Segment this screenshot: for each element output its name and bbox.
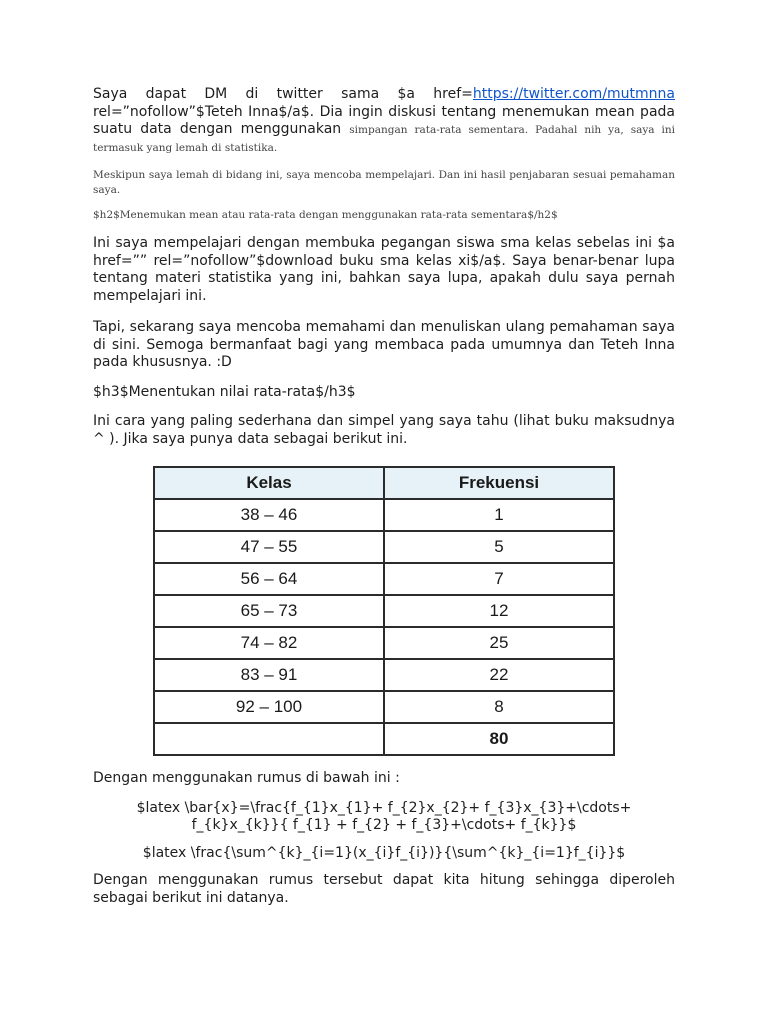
- cell-frekuensi: 12: [384, 595, 614, 627]
- header-kelas: Kelas: [154, 467, 384, 499]
- document-body: [93, 86, 675, 915]
- cell-kelas: 92 – 100: [154, 691, 384, 723]
- cell-kelas: 65 – 73: [154, 595, 384, 627]
- heading-h2-raw: $h2$Menemukan mean atau rata-rata dengan menggunakan rata-rata sementara$/h2$: [93, 209, 558, 221]
- paragraph-7: Dengan menggunakan rumus tersebut dapat kita hitung sehingga diperoleh sebagai berikut ini datanya.: [93, 872, 675, 906]
- intro-text-1: Saya dapat DM di twitter sama $a href=: [93, 86, 473, 102]
- cell-frekuensi: 8: [384, 691, 614, 723]
- paragraph-5: Ini cara yang paling sederhana dan simpel yang saya tahu (lihat buku maksudnya ^ ). Jika saya punya data sebagai berikut ini.: [93, 413, 675, 447]
- cell-kelas: 38 – 46: [154, 499, 384, 531]
- cell-frekuensi: 7: [384, 563, 614, 595]
- intro-text-2: rel=”nofollow”$Teteh Inna$/a$. Dia ingin diskusi tentang menemukan mean pada suatu data dengan menggunakan: [93, 103, 675, 137]
- frequency-table-wrapper: [153, 466, 675, 756]
- formula-1-line-1: $latex \bar{x}=\frac{f_{1}x_{1}+ f_{2}x_{2}+ f_{3}x_{3}+\cdots+: [136, 799, 632, 816]
- table-header-row: [154, 467, 614, 499]
- cell-kelas: 83 – 91: [154, 659, 384, 691]
- table-row: [154, 659, 614, 691]
- cell-frekuensi: 25: [384, 627, 614, 659]
- frequency-table: [153, 466, 615, 756]
- paragraph-4: Tapi, sekarang saya mencoba memahami dan menuliskan ulang pemahaman saya di sini. Semoga bermanfaat bagi yang membaca pada umumnya dan Teteh Inna pada khususnya. :D: [93, 319, 675, 370]
- table-row: [154, 531, 614, 563]
- cell-frekuensi: 22: [384, 659, 614, 691]
- table-row: [154, 627, 614, 659]
- table-row: [154, 499, 614, 531]
- table-row: [154, 691, 614, 723]
- intro-paragraph: [93, 86, 675, 156]
- cell-kelas: 56 – 64: [154, 563, 384, 595]
- cell-frekuensi: 5: [384, 531, 614, 563]
- cell-total-value: 80: [384, 723, 614, 755]
- table-row: [154, 595, 614, 627]
- paragraph-3: Ini saya mempelajari dengan membuka pegangan siswa sma kelas sebelas ini $a href=”” rel=”nofollow”$download buku sma kelas xi$/a$. Saya benar-benar lupa tentang materi statistika yang ini, bahkan saya lupa, apakah dulu saya pernah mempelajari ini.: [93, 235, 675, 304]
- formula-1-line-2: f_{k}x_{k}}{ f_{1} + f_{2} + f_{3}+\cdots+ f_{k}}$: [191, 817, 577, 833]
- table-total-row: [154, 723, 614, 755]
- cell-total-label: [154, 723, 384, 755]
- heading-h3-raw: $h3$Menentukan nilai rata-rata$/h3$: [93, 383, 356, 400]
- table-row: [154, 563, 614, 595]
- cell-kelas: 74 – 82: [154, 627, 384, 659]
- cell-frekuensi: 1: [384, 499, 614, 531]
- paragraph-6: Dengan menggunakan rumus di bawah ini :: [93, 770, 400, 786]
- cell-kelas: 47 – 55: [154, 531, 384, 563]
- header-frekuensi: Frekuensi: [384, 467, 614, 499]
- paragraph-2: Meskipun saya lemah di bidang ini, saya mencoba mempelajari. Dan ini hasil penjabaran sesuai pemahaman saya.: [93, 169, 675, 196]
- twitter-link[interactable]: https://twitter.com/mutmnna: [472, 86, 675, 102]
- intro-text-3: simpangan rata-rata sementara. Padahal nih ya, saya ini termasuk yang lemah di statistika.: [93, 124, 675, 154]
- formula-2: $latex \frac{\sum^{k}_{i=1}(x_{i}f_{i})}{\sum^{k}_{i=1}f_{i}}$: [142, 844, 626, 861]
